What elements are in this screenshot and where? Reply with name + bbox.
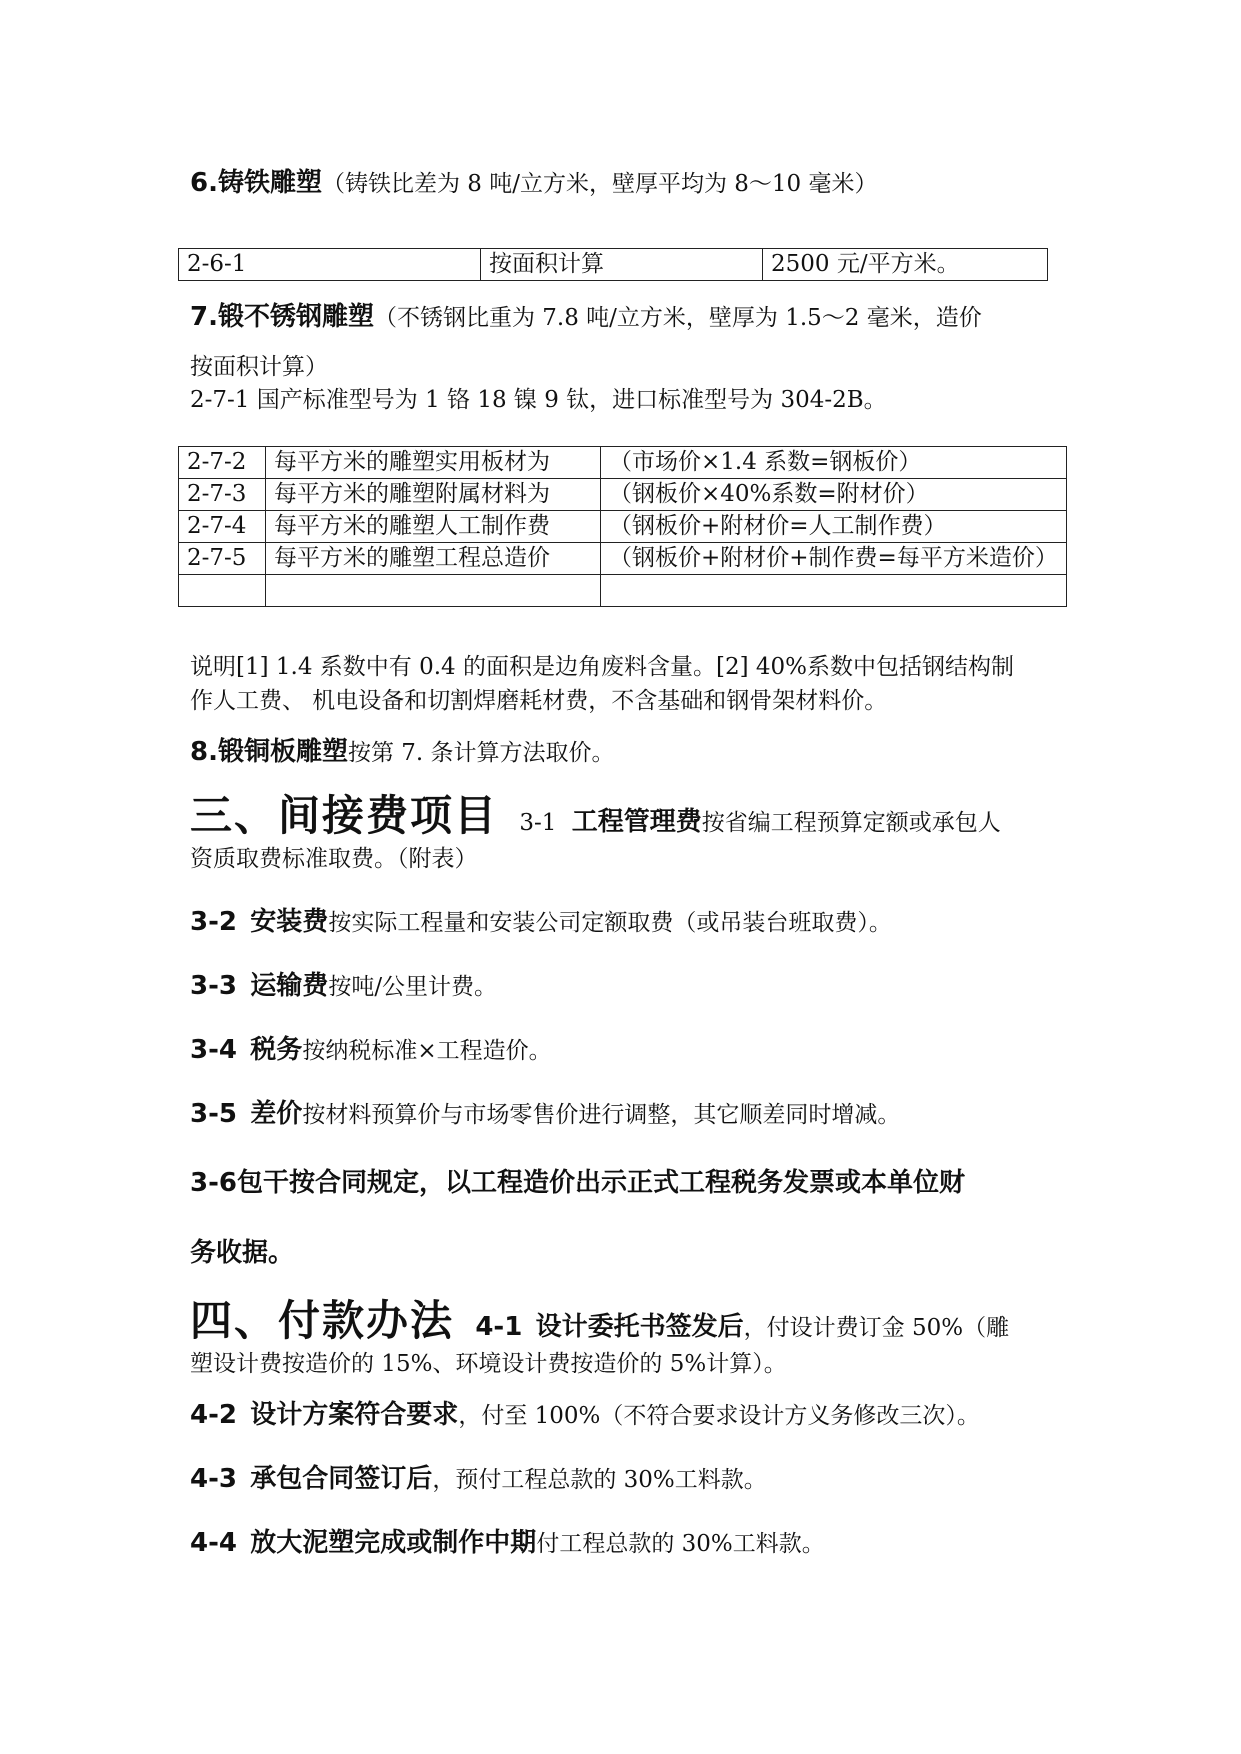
item-4-4-title: 放大泥塑完成或制作中期 xyxy=(250,1528,537,1558)
table-cell-code: 2-6-1 xyxy=(179,249,481,281)
item-3-2-code: 3-2 xyxy=(190,907,237,937)
item-3-2 xyxy=(190,905,1070,940)
table-cell-formula: （钢板价+附材价+制作费=每平方米造价） xyxy=(601,543,1067,575)
section-6-title: 6.铸铁雕塑 xyxy=(190,168,322,198)
item-4-1-text2: 塑设计费按造价的 15%、环境设计费按造价的 5%计算）。 xyxy=(190,1351,787,1377)
item-4-3-text: ，预付工程总款的 30%工料款。 xyxy=(432,1467,767,1493)
table-row xyxy=(179,249,1048,281)
item-3-6-line2: 务收据。 xyxy=(190,1238,295,1268)
item-4-3 xyxy=(190,1462,1070,1497)
section-8-text: 按第 7. 条计算方法取价。 xyxy=(347,740,615,766)
table-cell-formula: （钢板价×40%系数=附材价） xyxy=(601,479,1067,511)
table-row xyxy=(179,447,1067,479)
item-3-3-text: 按吨/公里计费。 xyxy=(328,974,498,1000)
table-cell-formula: （钢板价+附材价=人工制作费） xyxy=(601,511,1067,543)
table-cell-item: 每平方米的雕塑工程总造价 xyxy=(266,543,601,575)
section-3-heading-row xyxy=(190,790,1070,849)
section-7-line-271: 2-7-1 国产标准型号为 1 铬 18 镍 9 钛，进口标准型号为 304-2B。 xyxy=(190,387,887,413)
item-3-5-code: 3-5 xyxy=(190,1099,237,1129)
note-line1: 说明[1] 1.4 系数中有 0.4 的面积是边角废料含量。[2] 40%系数中包括钢结构制 xyxy=(190,654,1014,680)
table-cell-item: 每平方米的雕塑实用板材为 xyxy=(266,447,601,479)
table-row xyxy=(179,543,1067,575)
item-4-2-text: ，付至 100%（不符合要求设计方义务修改三次）。 xyxy=(458,1403,980,1429)
item-4-1-code: 4-1 xyxy=(475,1312,523,1342)
item-4-1-text: ，付设计费订金 50%（雕 xyxy=(743,1315,1010,1341)
table-cell-formula xyxy=(601,575,1067,607)
table-cell-price: 2500 元/平方米。 xyxy=(763,249,1048,281)
section-6 xyxy=(190,166,1070,201)
table-2-7 xyxy=(178,446,1067,607)
item-3-2-title: 安装费 xyxy=(250,907,329,937)
item-3-4-code: 3-4 xyxy=(190,1035,237,1065)
table-cell-item: 每平方米的雕塑附属材料为 xyxy=(266,479,601,511)
item-3-1-text2: 资质取费标准取费。（附表） xyxy=(190,846,478,872)
section-8 xyxy=(190,735,1070,770)
item-3-1-text: 按省编工程预算定额或承包人 xyxy=(701,810,1001,836)
item-4-2-title: 设计方案符合要求 xyxy=(250,1400,459,1430)
table-cell-method: 按面积计算 xyxy=(481,249,763,281)
table-cell-code xyxy=(179,575,266,607)
item-4-4-code: 4-4 xyxy=(190,1528,237,1558)
item-3-6-line1: 3-6包干按合同规定，以工程造价出示正式工程税务发票或本单位财 xyxy=(190,1168,965,1198)
item-4-4-text: 付工程总款的 30%工料款。 xyxy=(536,1531,825,1557)
item-4-3-code: 4-3 xyxy=(190,1464,237,1494)
table-cell-code: 2-7-2 xyxy=(179,447,266,479)
table-row xyxy=(179,479,1067,511)
item-3-5-title: 差价 xyxy=(250,1099,303,1129)
table-2-6 xyxy=(178,248,1048,281)
section-4-heading: 四、付款办法 xyxy=(190,1296,455,1345)
item-3-1-title: 工程管理费 xyxy=(571,807,702,837)
section-6-note: （铸铁比差为 8 吨/立方米，壁厚平均为 8～10 毫米） xyxy=(321,171,878,197)
item-4-2 xyxy=(190,1398,1070,1433)
item-3-1-code: 3-1 xyxy=(519,810,557,836)
table-cell-code: 2-7-5 xyxy=(179,543,266,575)
table-cell-code: 2-7-3 xyxy=(179,479,266,511)
item-3-4-title: 税务 xyxy=(250,1035,303,1065)
item-4-1-title: 设计委托书签发后 xyxy=(535,1312,744,1342)
item-3-4-text: 按纳税标准×工程造价。 xyxy=(302,1038,552,1064)
note-line2: 作人工费、 机电设备和切割焊磨耗材费，不含基础和钢骨架材料价。 xyxy=(190,688,888,714)
table-cell-code: 2-7-4 xyxy=(179,511,266,543)
item-3-3-title: 运输费 xyxy=(250,971,329,1001)
item-3-2-text: 按实际工程量和安装公司定额取费（或吊装台班取费）。 xyxy=(328,910,892,936)
table-row xyxy=(179,575,1067,607)
item-3-3-code: 3-3 xyxy=(190,971,237,1001)
table-cell-item xyxy=(266,575,601,607)
section-3-heading: 三、间接费项目 xyxy=(190,791,499,840)
item-4-4 xyxy=(190,1526,1070,1561)
item-3-3 xyxy=(190,969,1070,1004)
table-cell-formula: （市场价×1.4 系数=钢板价） xyxy=(601,447,1067,479)
section-7-note-line1: （不锈钢比重为 7.8 吨/立方米，壁厚为 1.5～2 毫米，造价 xyxy=(373,305,982,331)
table-cell-item: 每平方米的雕塑人工制作费 xyxy=(266,511,601,543)
section-7-title: 7.锻不锈钢雕塑 xyxy=(190,302,374,332)
item-3-5-text: 按材料预算价与市场零售价进行调整，其它顺差同时增减。 xyxy=(302,1102,901,1128)
item-4-2-code: 4-2 xyxy=(190,1400,237,1430)
section-7 xyxy=(190,300,1070,335)
item-3-4 xyxy=(190,1033,1070,1068)
item-4-3-title: 承包合同签订后 xyxy=(250,1464,433,1494)
item-3-5 xyxy=(190,1097,1070,1132)
section-7-note-line2: 按面积计算） xyxy=(190,354,328,380)
section-4-heading-row xyxy=(190,1295,1070,1354)
table-row xyxy=(179,511,1067,543)
section-8-title: 8.锻铜板雕塑 xyxy=(190,737,348,767)
